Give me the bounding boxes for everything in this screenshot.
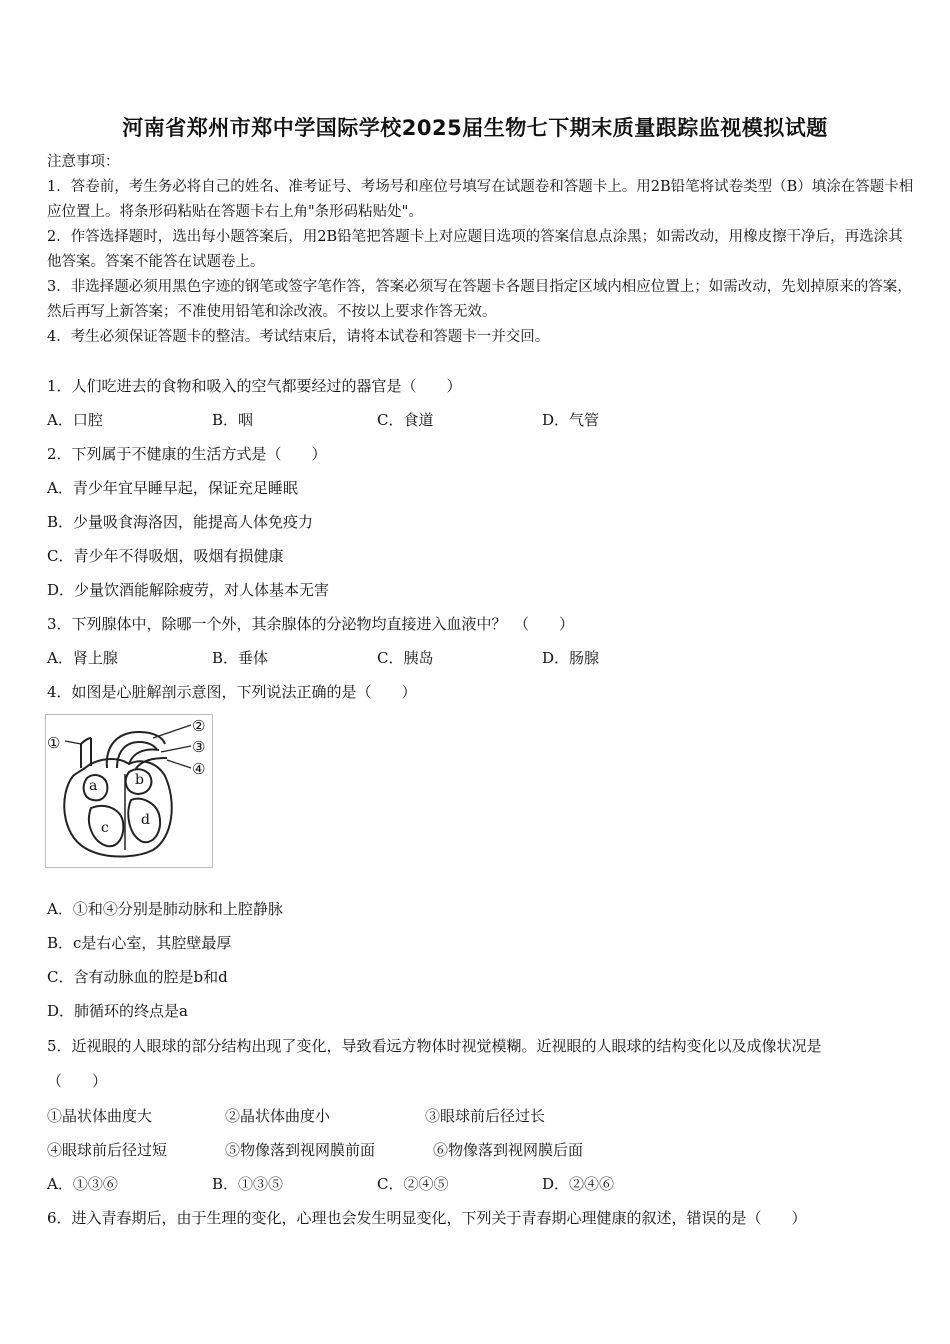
question-3-option-b: B．垂体 [212,649,269,667]
question-1-option-d: D．气管 [542,411,600,429]
question-5-statement-1: ①晶状体曲度大 [47,1107,153,1125]
question-5-statement-6: ⑥物像落到视网膜后面 [433,1141,584,1159]
question-2-stem: 2．下列属于不健康的生活方式是（ ） [47,445,327,463]
question-5-statement-4: ④眼球前后径过短 [47,1141,168,1159]
question-5-stem-bracket: （ ） [47,1072,108,1090]
heart-diagram [45,714,213,868]
figure-label-a: a [89,778,98,794]
question-1-stem: 1．人们吃进去的食物和吸入的空气都要经过的器官是（ ） [47,377,462,395]
question-5-stem: 5．近视眼的人眼球的部分结构出现了变化，导致看远方物体时视觉模糊。近视眼的人眼球的结构变化以及成像状况是 [47,1037,822,1055]
question-5-statement-5: ⑤物像落到视网膜前面 [225,1141,376,1159]
question-3-option-c: C．胰岛 [377,649,434,667]
notice-item-4: 4．考生必须保证答题卡的整洁。考试结束后，请将本试卷和答题卡一并交回。 [47,329,550,345]
question-5-option-b: B．①③⑤ [212,1175,284,1193]
question-3-stem: 3．下列腺体中，除哪一个外，其余腺体的分泌物均直接进入血液中？ （ ） [47,615,575,633]
page-title: 河南省郑州市郑中学国际学校2025届生物七下期末质量跟踪监视模拟试题 [122,116,828,140]
question-2-option-a: A．青少年宜早睡早起，保证充足睡眠 [47,479,298,497]
question-4-option-c: C．含有动脉血的腔是b和d [47,968,228,986]
notice-heading: 注意事项： [47,154,120,170]
question-2-option-b: B．少量吸食海洛因，能提高人体免疫力 [47,513,314,531]
question-2-option-c: C．青少年不得吸烟，吸烟有损健康 [47,547,284,565]
figure-label-2: ② [192,717,206,735]
figure-label-b: b [135,772,144,788]
question-5-statement-3: ③眼球前后径过长 [425,1107,546,1125]
question-5-option-a: A．①③⑥ [47,1175,118,1193]
question-3-option-d: D．肠腺 [542,649,600,667]
question-1-option-c: C．食道 [377,411,434,429]
question-6-stem: 6．进入青春期后，由于生理的变化，心理也会发生明显变化，下列关于青春期心理健康的叙述，错误的是（ ） [47,1209,807,1227]
question-4-option-a: A．①和④分别是肺动脉和上腔静脉 [47,900,283,918]
question-4-option-b: B．c是右心室，其腔壁最厚 [47,934,232,952]
question-5-option-d: D．②④⑥ [542,1175,615,1193]
figure-label-4: ④ [192,760,206,778]
question-5-statement-2: ②晶状体曲度小 [225,1107,331,1125]
figure-label-3: ③ [192,738,206,756]
figure-label-c: c [101,820,109,836]
figure-label-d: d [141,812,150,828]
question-4-stem: 4．如图是心脏解剖示意图，下列说法正确的是（ ） [47,683,417,701]
question-1-option-a: A．口腔 [47,411,103,429]
notice-item-3: 3．非选择题必须用黑色字迹的钢笔或签字笔作答，答案必须写在答题卡各题目指定区域内相应位置上；如需改动，先划掉原来的答案，然后再写上新答案；不准使用铅笔和涂改液。不按以上要求作答无效。 [47,279,912,320]
question-3-option-a: A．肾上腺 [47,649,118,667]
question-2-option-d: D．少量饮酒能解除疲劳，对人体基本无害 [47,581,330,599]
question-1-option-b: B．咽 [212,411,254,429]
question-5-option-c: C．②④⑤ [377,1175,449,1193]
notice-item-2: 2．作答选择题时，选出每小题答案后，用2B铅笔把答题卡上对应题目选项的答案信息点涂黑；如需改动，用橡皮擦干净后，再选涂其他答案。答案不能答在试题卷上。 [47,229,903,270]
question-4-option-d: D．肺循环的终点是a [47,1002,188,1020]
figure-label-1: ① [47,734,61,752]
notice-item-1: 1．答卷前，考生务必将自己的姓名、准考证号、考场号和座位号填写在试题卷和答题卡上。用2B铅笔将试卷类型（B）填涂在答题卡相应位置上。将条形码粘贴在答题卡右上角"条形码粘贴处"。 [47,179,914,220]
